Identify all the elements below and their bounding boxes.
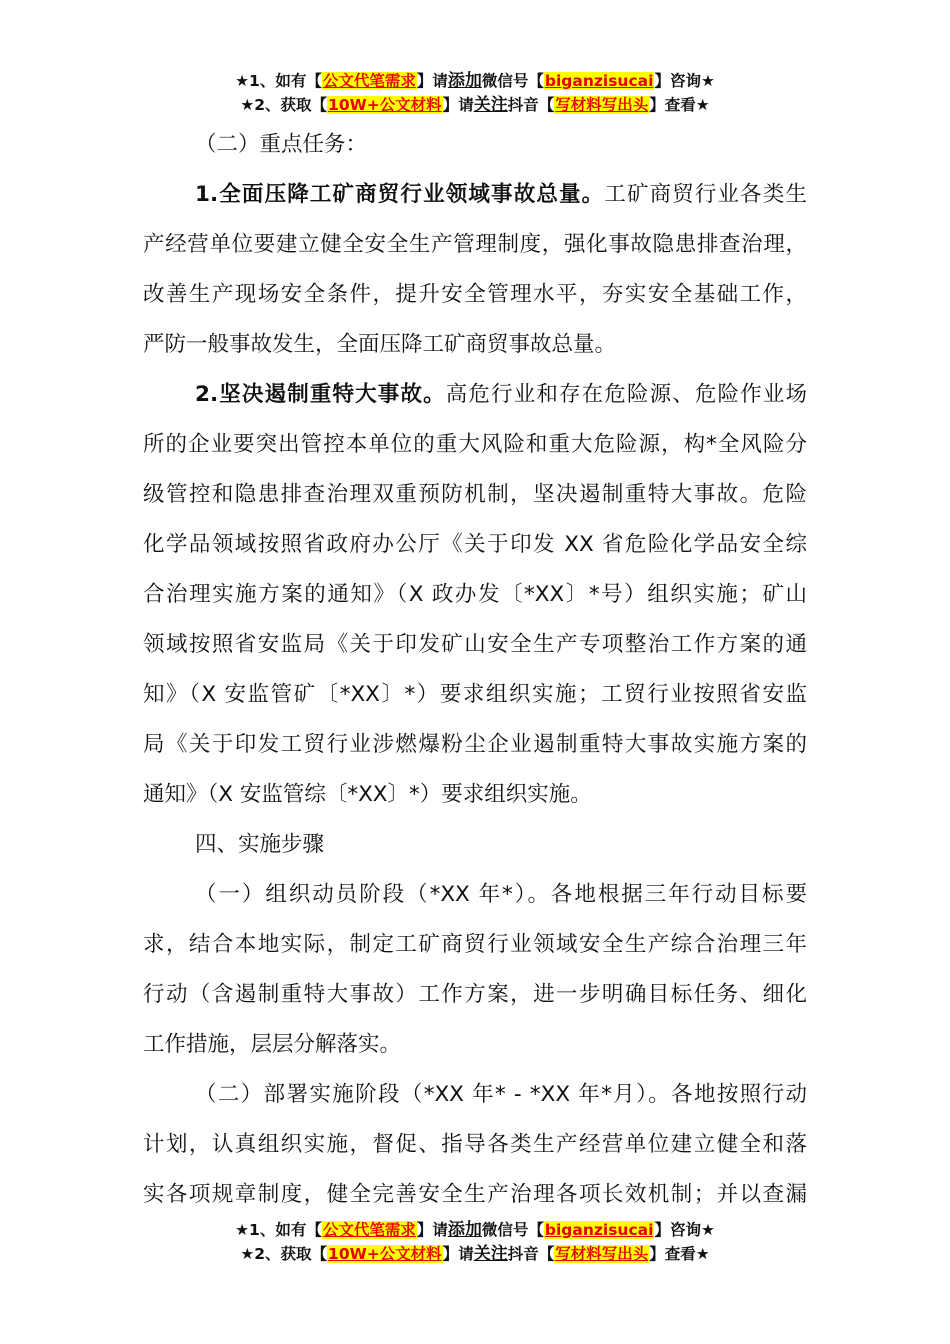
line-text: （二）部署实施阶段（*XX 年* - *XX 年*月）。各地按照行动 bbox=[195, 1082, 807, 1107]
line-text: 工矿商贸行业各类生 bbox=[604, 182, 807, 207]
text-line bbox=[143, 320, 807, 370]
line-text: 产经营单位要建立健全安全生产管理制度，强化事故隐患排查治理， bbox=[143, 232, 807, 257]
text-line bbox=[143, 270, 807, 320]
text-line bbox=[143, 620, 807, 670]
promo-line-2: ★2、获取【10W+公文材料】请关注抖音【写材料写出头】查看★ bbox=[240, 1244, 710, 1264]
text-line bbox=[143, 770, 807, 820]
text-line bbox=[143, 1020, 807, 1070]
line-text: （一）组织动员阶段（*XX 年*）。各地根据三年行动目标要 bbox=[195, 882, 807, 907]
text-line bbox=[143, 1170, 807, 1220]
text-line bbox=[143, 820, 807, 870]
line-text: 知》（X 安监管矿〔*XX〕*）要求组织实施；工贸行业按照省安监 bbox=[143, 682, 807, 707]
promo-line-2: ★2、获取【10W+公文材料】请关注抖音【写材料写出头】查看★ bbox=[240, 95, 710, 115]
line-text: 行动（含遏制重特大事故）工作方案，进一步明确目标任务、细化 bbox=[143, 982, 807, 1007]
line-text: 级管控和隐患排查治理双重预防机制，坚决遏制重特大事故。危险 bbox=[143, 482, 807, 507]
promo-line-1: ★1、如有【公文代笔需求】请添加微信号【biganzisucai】咨询★ bbox=[235, 71, 715, 91]
line-text: 实各项规章制度，健全完善安全生产治理各项长效机制；并以查漏 bbox=[143, 1182, 807, 1207]
line-text: （二）重点任务： bbox=[195, 132, 368, 157]
text-line bbox=[143, 1120, 807, 1170]
line-text: 计划，认真组织实施，督促、指导各类生产经营单位建立健全和落 bbox=[143, 1132, 807, 1157]
document-body bbox=[143, 120, 807, 1220]
line-text: 通知》（X 安监管综〔*XX〕*）要求组织实施。 bbox=[143, 782, 592, 807]
text-line bbox=[143, 870, 807, 920]
text-line bbox=[143, 1070, 807, 1120]
line-text: 严防一般事故发生，全面压降工矿商贸事故总量。 bbox=[143, 332, 617, 357]
line-text: 所的企业要突出管控本单位的重大风险和重大危险源，构*全风险分 bbox=[143, 432, 807, 457]
line-text: 改善生产现场安全条件，提升安全管理水平，夯实安全基础工作， bbox=[143, 282, 807, 307]
text-line bbox=[143, 220, 807, 270]
text-line bbox=[143, 370, 807, 420]
line-text: 局《关于印发工贸行业涉燃爆粉尘企业遏制重特大事故实施方案的 bbox=[143, 732, 807, 757]
line-text: 工作措施，层层分解落实。 bbox=[143, 1032, 402, 1057]
bold-heading: 1.全面压降工矿商贸行业领域事故总量。 bbox=[195, 182, 605, 207]
bold-heading: 2.坚决遏制重特大事故。 bbox=[195, 382, 446, 407]
line-text: 领域按照省安监局《关于印发矿山安全生产专项整治工作方案的通 bbox=[143, 632, 807, 657]
promo-line-1: ★1、如有【公文代笔需求】请添加微信号【biganzisucai】咨询★ bbox=[235, 1220, 715, 1240]
line-text: 求，结合本地实际，制定工矿商贸行业领域安全生产综合治理三年 bbox=[143, 932, 807, 957]
text-line bbox=[143, 670, 807, 720]
promo-banner-top bbox=[0, 69, 950, 117]
text-line bbox=[143, 470, 807, 520]
text-line bbox=[143, 570, 807, 620]
text-line bbox=[143, 420, 807, 470]
line-text: 化学品领域按照省政府办公厅《关于印发 XX 省危险化学品安全综 bbox=[143, 532, 807, 557]
text-line bbox=[143, 720, 807, 770]
line-text: 高危行业和存在危险源、危险作业场 bbox=[445, 382, 807, 407]
text-line bbox=[143, 520, 807, 570]
line-text: 合治理实施方案的通知》（X 政办发〔*XX〕*号）组织实施；矿山 bbox=[143, 582, 807, 607]
promo-banner-bottom bbox=[0, 1218, 950, 1266]
text-line bbox=[143, 170, 807, 220]
text-line bbox=[143, 920, 807, 970]
line-text: 四、实施步骤 bbox=[195, 832, 325, 857]
text-line bbox=[143, 120, 807, 170]
text-line bbox=[143, 970, 807, 1020]
